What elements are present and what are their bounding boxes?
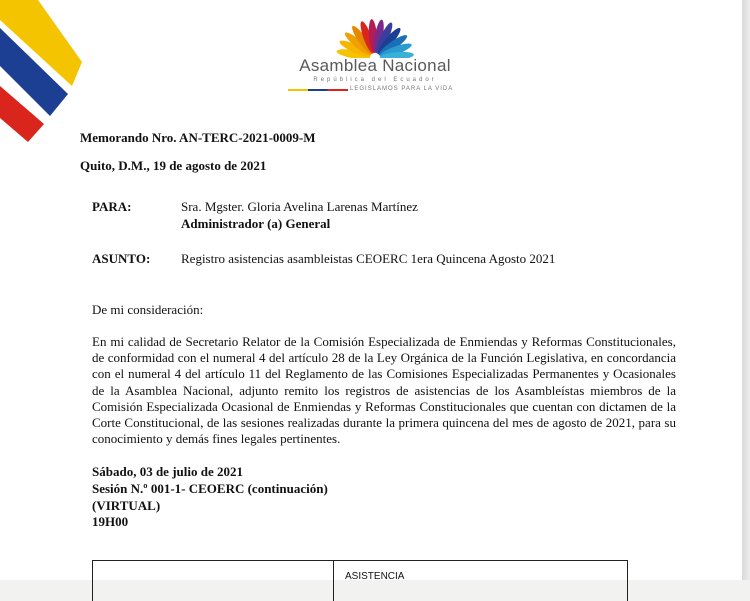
session-time: 19H00 (92, 514, 129, 529)
page-edge-shadow (742, 0, 750, 580)
session-mode: (VIRTUAL) (92, 498, 161, 513)
org-name: Asamblea Nacional (299, 56, 451, 75)
to-role: Administrador (a) General (181, 216, 331, 231)
asamblea-logo (280, 16, 470, 98)
flag-stripes-decoration (0, 0, 100, 150)
org-tagline: LEGISLAMOS PARA LA VIDA (350, 86, 454, 92)
to-name: Sra. Mgster. Gloria Avelina Larenas Martínez (181, 199, 418, 214)
memo-place-date: Quito, D.M., 19 de agosto de 2021 (80, 158, 267, 173)
subject-text: Registro asistencias asambleistas CEOERC 1era Quincena Agosto 2021 (181, 251, 556, 266)
table-column-divider (333, 561, 334, 601)
memo-number: Memorando Nro. AN-TERC-2021-0009-M (80, 130, 316, 145)
subject-label: ASUNTO: (92, 251, 151, 266)
to-label: PARA: (92, 199, 132, 214)
table-header-asistencia: ASISTENCIA (345, 571, 405, 582)
session-name: Sesión N.º 001-1- CEOERC (continuación) (92, 481, 328, 496)
tricolor-line (288, 89, 348, 91)
attendance-table (92, 560, 628, 601)
body-paragraph: En mi calidad de Secretario Relator de la Comisión Especializada de Enmiendas y Reformas Constitucionales, de conformidad con el numeral 4 del artículo 28 de la Ley Orgánica de la Función Legislativa, en concordancia con el numeral 4 del artículo 11 del Reglamento de las Comisiones Especializadas Permanentes y Ocasionales de la Asamblea Nacional, adjunto remito los registros de asistencias de los Asambleístas miembros de la Comisión Especializada Ocasional de Enmiendas y Reformas Constitucionales que cuentan con dictamen de la Corte Constitucional, de las sesiones realizadas durante la primera quincena del mes de agosto de 2021, para su conocimiento y demás fines legales pertinentes. (92, 334, 676, 447)
sun-emblem-icon (332, 16, 418, 58)
session-date: Sábado, 03 de julio de 2021 (92, 464, 243, 479)
org-subtitle: República del Ecuador (313, 77, 437, 83)
greeting: De mi consideración: (92, 302, 204, 317)
